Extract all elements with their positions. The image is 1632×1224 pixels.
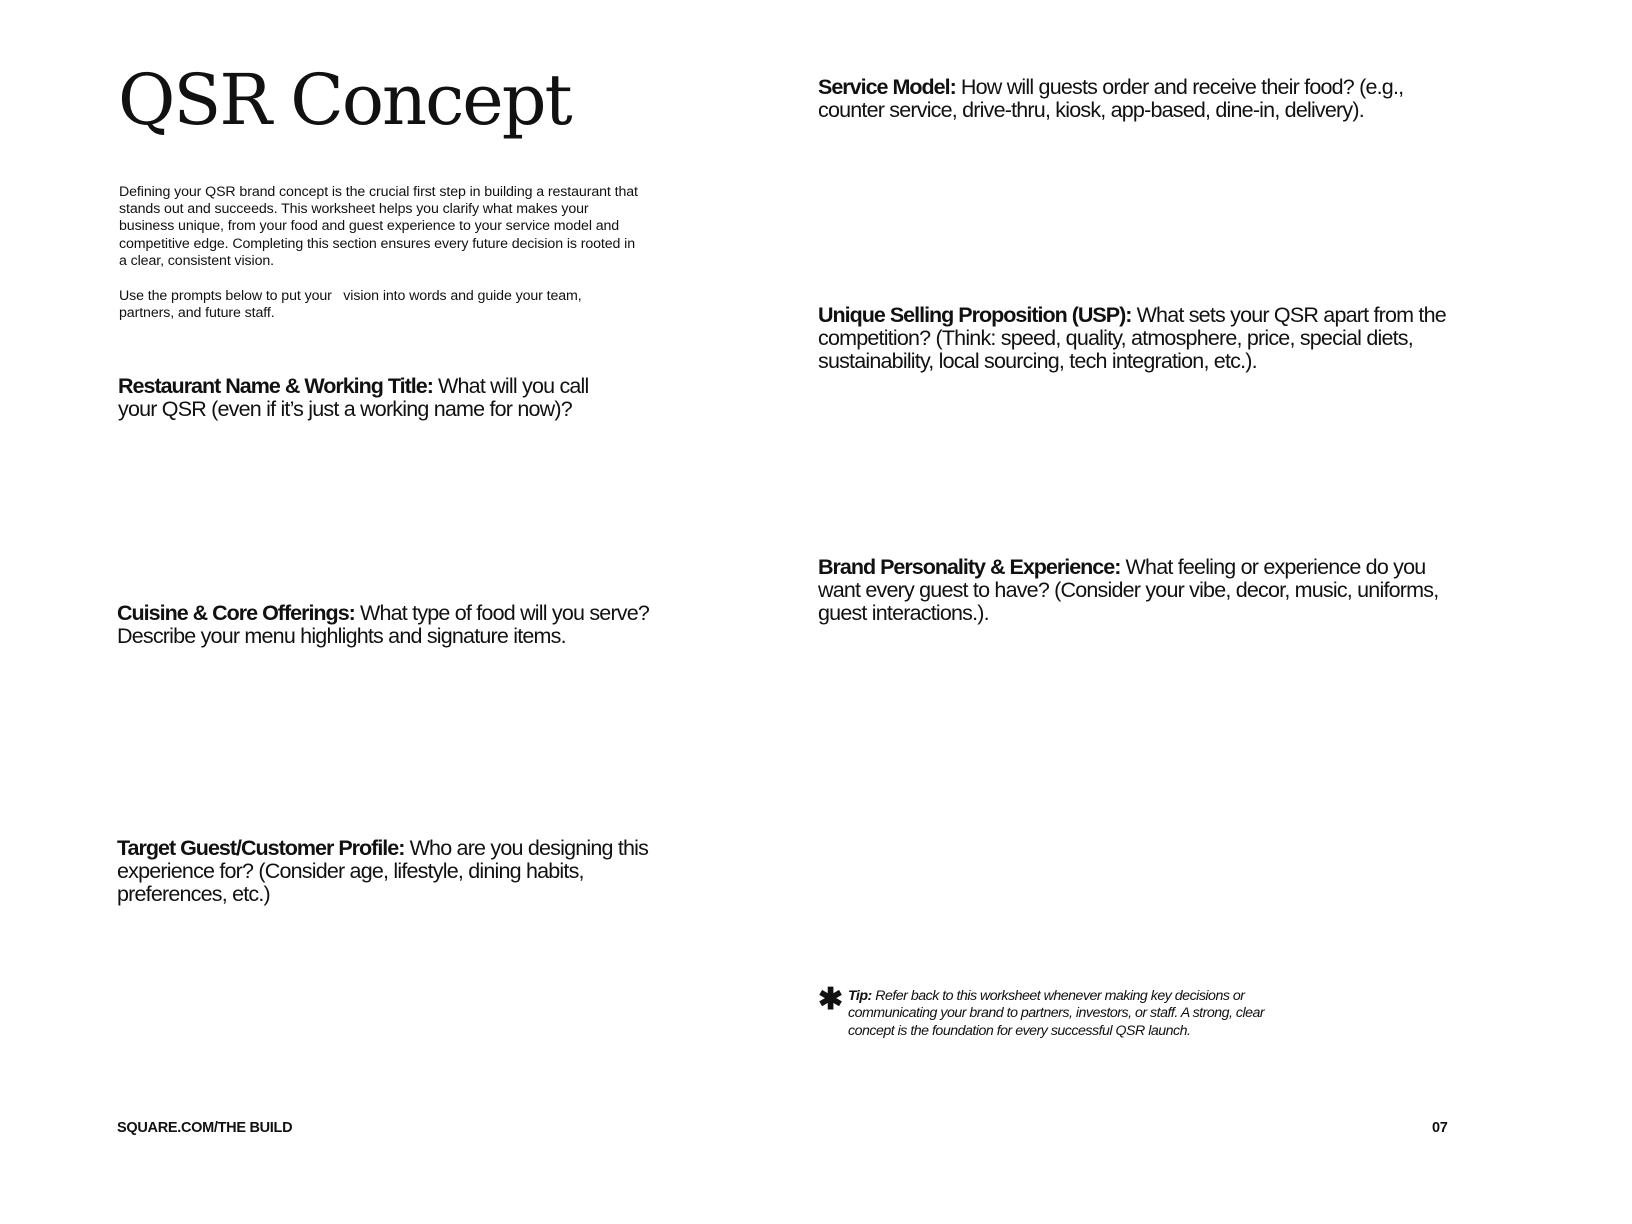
page-number: 07 bbox=[1432, 1120, 1448, 1136]
prompt-restaurant-name bbox=[118, 375, 628, 421]
intro-paragraph-2: Use the prompts below to put your vision into words and guide your team, partners, and future staff. bbox=[119, 288, 586, 322]
prompt-label: Target Guest/Customer Profile: bbox=[117, 836, 405, 860]
prompt-label: Cuisine & Core Offerings: bbox=[117, 601, 355, 625]
page-title: QSR Concept bbox=[118, 59, 571, 141]
prompt-text: What type of food will you serve? Describe your menu highlights and signature items. bbox=[117, 601, 650, 648]
footer-site: SQUARE.COM/THE BUILD bbox=[117, 1120, 293, 1136]
prompt-label: Restaurant Name & Working Title: bbox=[118, 374, 433, 398]
prompt-text: What will you call your QSR (even if it’s just a working name for now)? bbox=[118, 374, 589, 421]
prompt-label: Service Model: bbox=[818, 75, 956, 99]
tip-text: Refer back to this worksheet whenever making key decisions or communicating your brand to partners, investors, or staff. A strong, clear concept is the foundation for every successful QSR launch. bbox=[848, 988, 1265, 1039]
prompt-label: Brand Personality & Experience: bbox=[818, 555, 1121, 579]
prompt-usp bbox=[818, 304, 1454, 373]
tip-label: Tip: bbox=[848, 988, 872, 1004]
prompt-brand-personality bbox=[818, 556, 1443, 625]
prompt-label: Unique Selling Proposition (USP): bbox=[818, 303, 1132, 327]
prompt-text: What feeling or experience do you want every guest to have? (Consider your vibe, decor, music, uniforms, guest interactions.). bbox=[818, 555, 1439, 625]
prompt-text: How will guests order and receive their food? (e.g., counter service, drive-thru, kiosk, app-based, dine-in, delivery). bbox=[818, 75, 1404, 122]
prompt-service-model bbox=[818, 76, 1453, 122]
prompt-text: Who are you designing this experience for? (Consider age, lifestyle, dining habits, preferences, etc.) bbox=[117, 836, 649, 906]
asterisk-icon: ✱ bbox=[818, 983, 844, 1016]
intro-paragraph: Defining your QSR brand concept is the crucial first step in building a restaurant that stands out and succeeds. This worksheet helps you clarify what makes your business unique, from your food and guest experience to your service model and competitive edge. Completing this section ensures every future decision is rooted in a clear, consistent vision. bbox=[119, 184, 638, 269]
tip-note bbox=[848, 988, 1298, 1040]
prompt-text: What sets your QSR apart from the competition? (Think: speed, quality, atmosphere, price, special diets, sustainability, local sourcing, tech integration, etc.). bbox=[818, 303, 1446, 373]
prompt-target-guest bbox=[117, 837, 672, 906]
prompt-cuisine bbox=[117, 602, 687, 648]
